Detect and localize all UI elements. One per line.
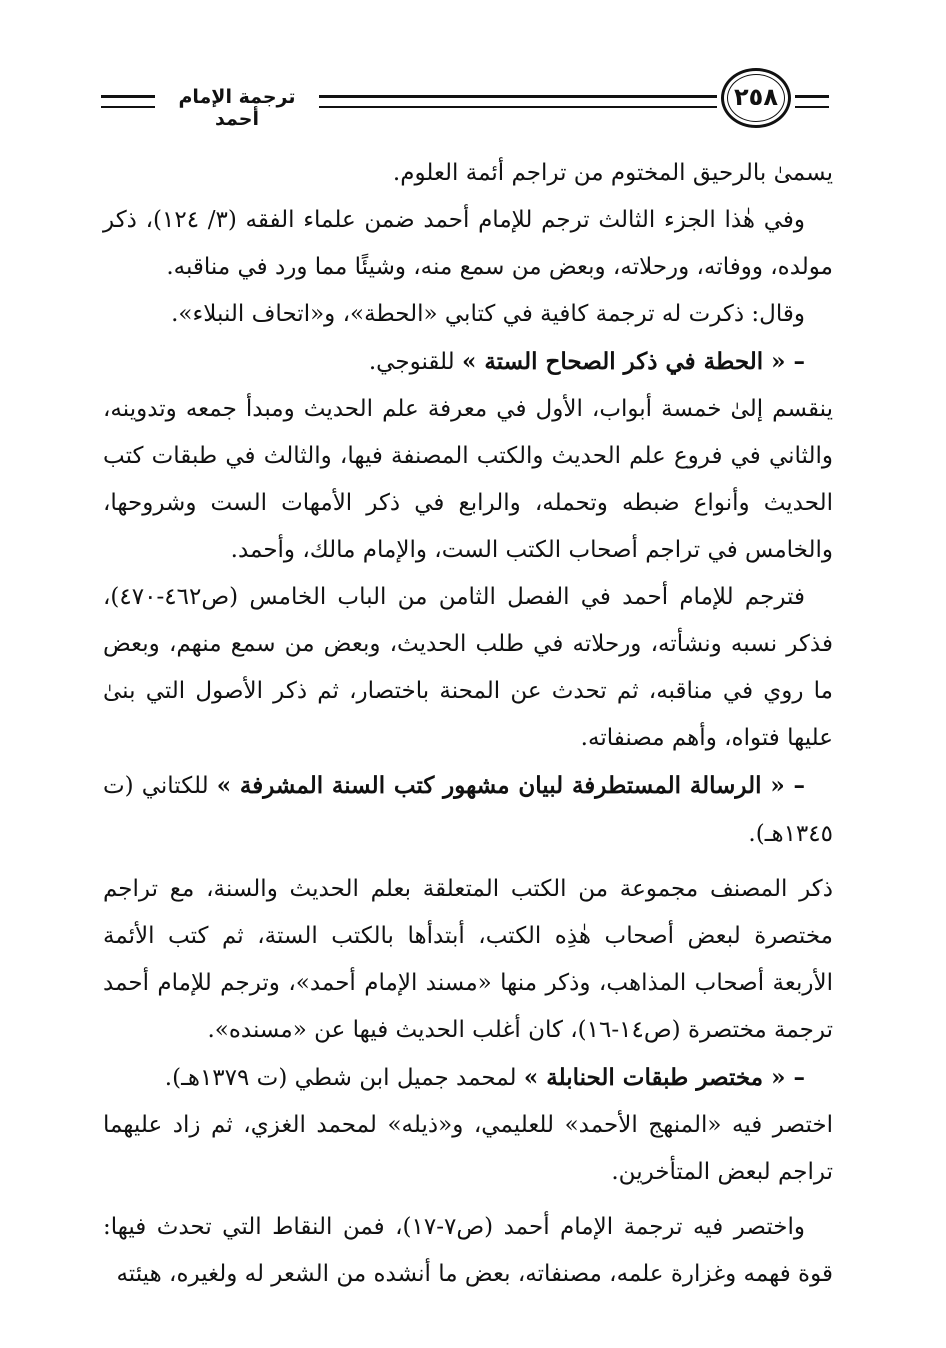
book-entry-risala xyxy=(103,762,833,858)
page-number-ornament xyxy=(721,68,791,128)
main-text xyxy=(103,150,833,1298)
book-entry-mukhtasar xyxy=(103,1054,833,1102)
header-rule-right xyxy=(795,95,829,108)
paragraph: فترجم للإمام أحمد في الفصل الثامن من الباب الخامس (ص٤٦٢-٤٧٠)، فذكر نسبه ونشأته، ورحلاته في طلب الحديث، وبعض من سمع منهم، وبعض ما روي في مناقبه، ثم تحدث عن المحنة باختصار، ثم ذكر الأصول التي بنىٰ عليها فتواه، وأهم مصنفاته. xyxy=(103,584,833,751)
running-title: ترجمة الإمام أحمد xyxy=(178,86,296,130)
paragraph: ذكر المصنف مجموعة من الكتب المتعلقة بعلم الحديث والسنة، مع تراجم مختصرة لبعض أصحاب هٰذِه الكتب، أبتدأها بالكتب الستة، ثم كتب الأئمة الأربعة أصحاب المذاهب، وذكر منها «مسند الإمام أحمد»، وترجم للإمام أحمد ترجمة مختصرة (ص١٤-١٦)، كان أغلب الحديث فيها عن «مسنده». xyxy=(103,876,833,1043)
book-entry-title: – « الحطة في ذكر الصحاح الستة » xyxy=(461,348,805,375)
paragraph: اختصر فيه «المنهج الأحمد» للعليمي، و«ذيله» لمحمد الغزي، ثم زاد عليهما تراجم لبعض المتأخرين. xyxy=(103,1112,833,1185)
book-entry-author: لمحمد جميل ابن شطي (ت ١٣٧٩هـ). xyxy=(164,1065,524,1091)
book-entry-author: للكتاني (ت ١٣٤٥هـ). xyxy=(103,773,833,847)
page-number: ٢٥٨ xyxy=(734,83,778,111)
page-header xyxy=(95,66,835,130)
book-entry-title: – « الرسالة المستطرفة لبيان مشهور كتب السنة المشرفة » xyxy=(216,772,805,799)
book-entry-title: – « مختصر طبقات الحنابلة » xyxy=(523,1064,805,1091)
book-entry-hitta xyxy=(103,338,833,386)
paragraph: واختصر فيه ترجمة الإمام أحمد (ص٧-١٧)، فمن النقاط التي تحدث فيها: قوة فهمه وغزارة علمه، مصنفاته، بعض ما أنشده من الشعر له ولغيره، هيئته xyxy=(103,1214,833,1287)
header-rule-center xyxy=(319,95,717,108)
book-entry-author: للقنوجي. xyxy=(368,349,462,375)
paragraph: وفي هٰذا الجزء الثالث ترجم للإمام أحمد ضمن علماء الفقه (٣/ ١٢٤)، ذكر مولده، ووفاته، ورحلاته، وبعض من سمع منه، وشيئًا مما ورد في مناقبه. xyxy=(103,207,833,280)
paragraph: ينقسم إلىٰ خمسة أبواب، الأول في معرفة علم الحديث ومبدأ جمعه وتدوينه، والثاني في فروع علم الحديث والكتب المصنفة فيها، والثالث في طبقات كتب الحديث وأنواع ضبطه وتحمله، والرابع في ذكر الأمهات الست وشروحها، والخامس في تراجم أصحاب الكتب الست، والإمام مالك، وأحمد. xyxy=(103,396,833,563)
paragraph-continued: يسمىٰ بالرحيق المختوم من تراجم أئمة العلوم. xyxy=(392,160,833,186)
header-rule-left-outer xyxy=(101,95,155,108)
paragraph: وقال: ذكرت له ترجمة كافية في كتابي «الحطة»، و«اتحاف النبلاء». xyxy=(171,301,805,327)
